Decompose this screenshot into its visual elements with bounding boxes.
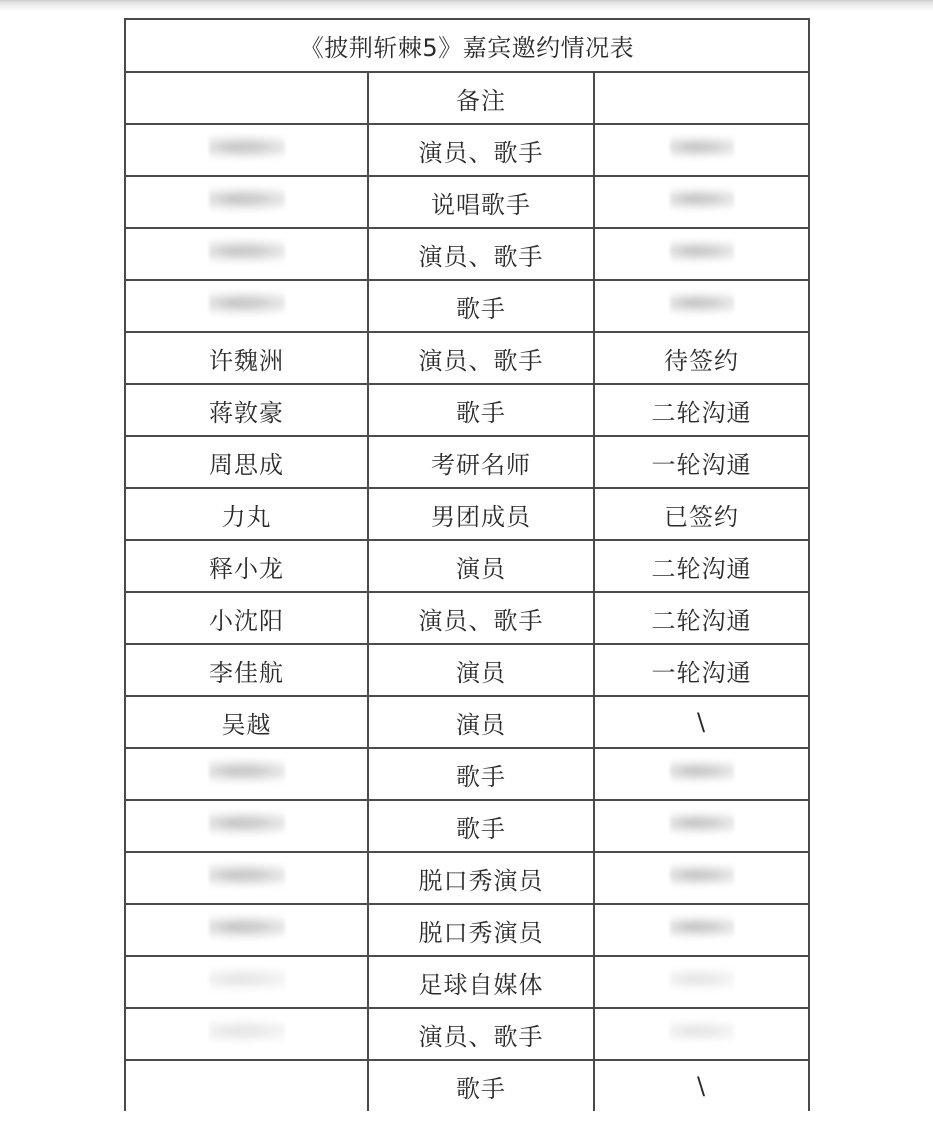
redacted-text	[209, 913, 285, 941]
table-title-row	[125, 19, 809, 72]
cell-note: 考研名师	[368, 436, 594, 488]
table-row	[125, 228, 809, 280]
redacted-text	[209, 1017, 285, 1045]
table-row	[125, 280, 809, 332]
cell-name: 许魏洲	[125, 332, 368, 384]
cell-note: 脱口秀演员	[368, 852, 594, 904]
table-row	[125, 384, 809, 436]
cell-note: 演员	[368, 644, 594, 696]
cell-note: 脱口秀演员	[368, 904, 594, 956]
table-row	[125, 956, 809, 1008]
cell-note: 说唱歌手	[368, 176, 594, 228]
cell-status	[594, 1008, 809, 1060]
table-row	[125, 748, 809, 800]
table-title: 《披荆斩棘5》嘉宾邀约情况表	[125, 19, 809, 72]
header-status	[594, 72, 809, 124]
cell-note: 歌手	[368, 384, 594, 436]
cell-name	[125, 956, 368, 1008]
redacted-text	[670, 862, 734, 888]
table-row	[125, 1008, 809, 1060]
cell-name	[125, 904, 368, 956]
redacted-text	[670, 238, 734, 264]
table-row	[125, 176, 809, 228]
cell-note: 演员	[368, 540, 594, 592]
redacted-text	[670, 134, 734, 160]
cell-status: 二轮沟通	[594, 540, 809, 592]
redacted-text	[209, 237, 285, 265]
cell-note: 歌手	[368, 1060, 594, 1111]
cell-name	[125, 124, 368, 176]
cell-status: 待签约	[594, 332, 809, 384]
table-row	[125, 436, 809, 488]
table-row	[125, 488, 809, 540]
cell-status: 二轮沟通	[594, 384, 809, 436]
table-header-row	[125, 72, 809, 124]
cell-name: 李佳航	[125, 644, 368, 696]
cell-note: 演员、歌手	[368, 124, 594, 176]
table-row	[125, 696, 809, 748]
cell-name	[125, 176, 368, 228]
cell-note: 演员、歌手	[368, 592, 594, 644]
cell-note: 足球自媒体	[368, 956, 594, 1008]
table-row	[125, 644, 809, 696]
cell-status	[594, 176, 809, 228]
redacted-text	[670, 810, 734, 836]
cell-name	[125, 852, 368, 904]
cell-status	[594, 956, 809, 1008]
redacted-text	[670, 186, 734, 212]
redacted-text	[670, 914, 734, 940]
table-row	[125, 904, 809, 956]
redacted-text	[209, 965, 285, 993]
cell-note: 歌手	[368, 280, 594, 332]
redacted-text	[670, 1018, 734, 1044]
cell-status: 二轮沟通	[594, 592, 809, 644]
header-name	[125, 72, 368, 124]
cell-status	[594, 852, 809, 904]
cell-note: 演员、歌手	[368, 332, 594, 384]
cell-status	[594, 904, 809, 956]
cell-status	[594, 800, 809, 852]
redacted-text	[209, 185, 285, 213]
cell-status: \	[594, 696, 809, 748]
cell-name	[125, 280, 368, 332]
table-row	[125, 592, 809, 644]
cell-status	[594, 124, 809, 176]
cell-note: 演员	[368, 696, 594, 748]
cell-name: 吴越	[125, 696, 368, 748]
header-note: 备注	[368, 72, 594, 124]
table-row	[125, 540, 809, 592]
redacted-text	[670, 966, 734, 992]
cell-name	[125, 1060, 368, 1111]
cell-note: 演员、歌手	[368, 228, 594, 280]
cell-note: 男团成员	[368, 488, 594, 540]
table-row	[125, 332, 809, 384]
table-row	[125, 124, 809, 176]
table-row	[125, 852, 809, 904]
redacted-text	[670, 290, 734, 316]
cell-name: 蒋敦豪	[125, 384, 368, 436]
table-row	[125, 800, 809, 852]
redacted-text	[209, 861, 285, 889]
cell-status	[594, 748, 809, 800]
cell-name: 周思成	[125, 436, 368, 488]
cell-note: 歌手	[368, 748, 594, 800]
cell-status: 已签约	[594, 488, 809, 540]
guest-invitation-table	[124, 18, 810, 1111]
cell-note: 歌手	[368, 800, 594, 852]
cell-name	[125, 1008, 368, 1060]
cell-name	[125, 748, 368, 800]
cell-status: \	[594, 1060, 809, 1111]
redacted-text	[209, 133, 285, 161]
cell-status: 一轮沟通	[594, 436, 809, 488]
cell-name	[125, 800, 368, 852]
cell-name: 小沈阳	[125, 592, 368, 644]
cell-name: 释小龙	[125, 540, 368, 592]
cell-name: 力丸	[125, 488, 368, 540]
cell-note: 演员、歌手	[368, 1008, 594, 1060]
cell-status	[594, 280, 809, 332]
table-row	[125, 1060, 809, 1111]
redacted-text	[670, 758, 734, 784]
page-top-edge	[0, 0, 933, 12]
redacted-text	[209, 809, 285, 837]
cell-name	[125, 228, 368, 280]
redacted-text	[209, 757, 285, 785]
redacted-text	[209, 289, 285, 317]
cell-status: 一轮沟通	[594, 644, 809, 696]
cell-status	[594, 228, 809, 280]
